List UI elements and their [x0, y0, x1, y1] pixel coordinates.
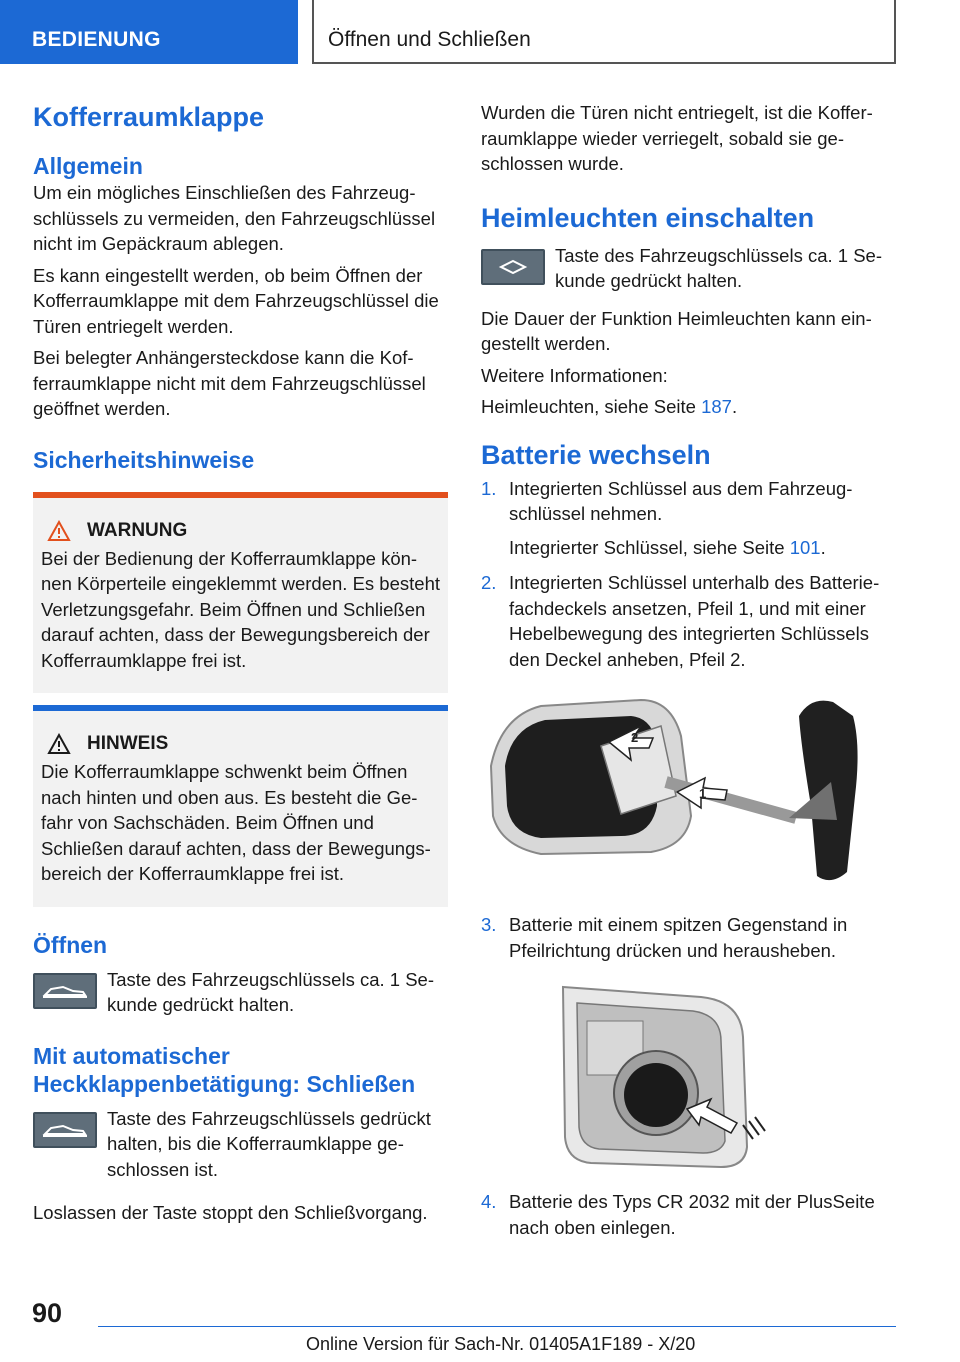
- warning-triangle-icon: [47, 520, 71, 542]
- page-ref-link[interactable]: 101: [789, 536, 821, 558]
- warning-title-row: [41, 520, 440, 542]
- list-item: [481, 1189, 896, 1240]
- note-title: HINWEIS: [87, 733, 169, 754]
- step-text: Integrierten Schlüssel unterhalb des Batteriefachdeckels ansetzen, Pfeil 1, und mit einer Hebelbewegung des integrierten Schlüssels den Deckel anheben, Pfeil 2.: [509, 572, 880, 670]
- battery-steps-cont: [481, 912, 896, 963]
- section-tab[interactable]: [0, 0, 298, 64]
- note-text: Die Kofferraumklappe schwenkt beim Öffnen nach hinten und oben aus. Es besteht die Gefahr von Sachschäden. Beim Öffnen und Schließen darauf achten, dass der Bewegungsbereich der Kofferraumklappe frei ist.: [41, 761, 431, 884]
- step-text: Integrierten Schlüssel aus dem Fahrzeugschlüssel nehmen.: [509, 477, 853, 524]
- paragraph-with-ref: [481, 394, 896, 420]
- list-item: [481, 476, 896, 561]
- lights-text: Taste des Fahrzeugschlüssels ca. 1 Sekunde gedrückt halten.: [555, 244, 883, 291]
- paragraph: Es kann eingestellt werden, ob beim Öffnen der Kofferraumklappe mit dem Fahrzeugschlüssel die Türen entriegelt werden.: [33, 264, 439, 337]
- car-trunk-key-icon: [33, 1112, 97, 1148]
- heading-battery: Batterie wechseln: [481, 439, 711, 470]
- step-subref: [509, 535, 896, 561]
- page-ref-link[interactable]: 187: [701, 396, 732, 417]
- heading-home-lights: Heimleuchten einschalten: [481, 202, 815, 233]
- arrow-2-label: 2: [631, 730, 639, 745]
- list-item: [481, 912, 896, 963]
- step-number: 3.: [481, 914, 497, 935]
- footer-text: Online Version für Sach-Nr. 01405A1F189 - X/20: [306, 1334, 696, 1354]
- heading-auto-line2: Heckklappenbetätigung: Schließen: [33, 1070, 416, 1097]
- arrow-1-label: 1: [699, 786, 707, 801]
- paragraph: Die Dauer der Funktion Heimleuchten kann eingestellt werden.: [481, 307, 872, 354]
- text: .: [731, 396, 738, 417]
- heading-auto-line1: Mit automatischer: [33, 1042, 230, 1069]
- heading-trunk-lid: Kofferraumklappe: [33, 102, 265, 132]
- warning-text: Bei der Bedienung der Kofferraumklappe können Körperteile eingeklemmt werden. Es besteht Verletzungsgefahr. Beim Öffnen und Schließen darauf achten, dass der Bewegungsbereich der Kofferraumklappe frei ist.: [41, 547, 440, 671]
- text: Heimleuchten, siehe Seite: [481, 396, 702, 417]
- paragraph: Loslassen der Taste stoppt den Schließvorgang.: [33, 1202, 428, 1223]
- step-number: 1.: [481, 477, 497, 499]
- heading-safety: Sicherheitshinweise: [33, 446, 255, 473]
- paragraph: Um ein mögliches Einschließen des Fahrzeugschlüssels zu vermeiden, den Fahrzeugschlüssel nicht im Gepäckraum ablegen.: [33, 182, 436, 254]
- page-number: 90: [32, 1298, 63, 1328]
- paragraph: Wurden die Türen nicht entriegelt, ist die Kofferraumklappe wieder verriegelt, sobald sie geschlossen wurde.: [481, 102, 873, 174]
- paragraph: Weitere Informationen:: [481, 364, 668, 386]
- battery-steps-cont2: [481, 1189, 896, 1240]
- step-text: Batterie des Typs CR 2032 mit der PlusSeite nach oben einlegen.: [509, 1191, 875, 1238]
- battery-illustration: [481, 977, 896, 1177]
- right-column: [481, 100, 896, 1240]
- key-illustration: [481, 686, 896, 896]
- warning-box: [33, 492, 448, 694]
- heading-general: Allgemein: [33, 153, 143, 179]
- warning-triangle-icon: [47, 733, 71, 755]
- open-text: Taste des Fahrzeugschlüssels ca. 1 Sekunde gedrückt halten.: [107, 968, 435, 1015]
- step-number: 2.: [481, 572, 497, 593]
- auto-key-row: [33, 1106, 448, 1183]
- paragraph: Bei belegter Anhängersteckdose kann die Kofferraumklappe nicht mit dem Fahrzeugschlüssel geöffnet werden.: [33, 347, 426, 419]
- car-trunk-key-icon: [33, 973, 97, 1009]
- chapter-title: Öffnen und Schließen: [328, 28, 531, 51]
- chapter-tab: [312, 0, 896, 64]
- step-number: 4.: [481, 1191, 497, 1212]
- note-box: [33, 705, 448, 907]
- text: Integrierter Schlüssel, siehe Seite: [509, 536, 790, 558]
- note-title-row: [41, 733, 440, 755]
- auto-text: Taste des Fahrzeugschlüssels gedrückt halten, bis die Kofferraumklappe geschlossen ist.: [107, 1107, 431, 1180]
- section-title: BEDIENUNG: [32, 28, 161, 51]
- step-text: Batterie mit einem spitzen Gegenstand in Pfeilrichtung drücken und herausheben.: [509, 914, 848, 961]
- battery-steps: [481, 476, 896, 673]
- diamond-key-icon: [481, 249, 545, 285]
- open-key-row: [33, 967, 448, 1018]
- text: .: [820, 536, 826, 558]
- footer-divider: [98, 1326, 896, 1327]
- lights-key-row: [481, 243, 896, 294]
- list-item: [481, 570, 896, 672]
- left-column: [33, 100, 448, 1226]
- heading-open: Öffnen: [33, 931, 108, 958]
- warning-title: WARNUNG: [87, 519, 188, 541]
